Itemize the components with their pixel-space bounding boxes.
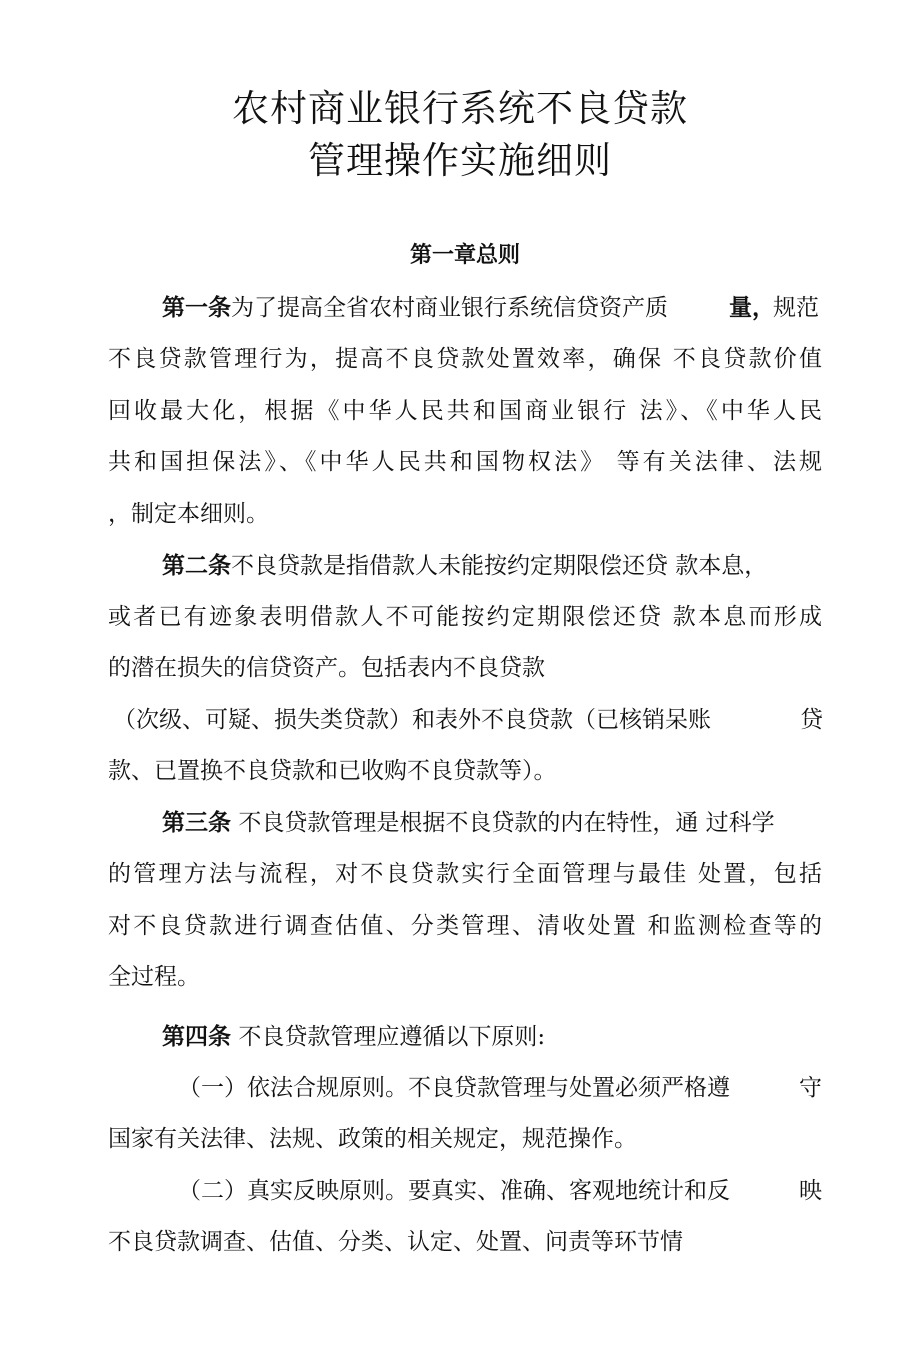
article-1-label: 第一条 [162,294,231,321]
document-title-line-2: 管理操作实施细则 [308,139,612,182]
article-1-text-1-end: 规范 [773,295,819,321]
article-2-text-4a: （次级、可疑、损失类贷款）和表外不良贷款（已核销呆账 [113,707,711,733]
article-4-line-1 [162,1022,822,1052]
article-2-line-2: 或者已有迹象表明借款人不可能按约定期限偿还贷 款本息而形成 [108,604,822,630]
article-2-line-1 [162,551,822,581]
article-2-line-5: 款、已置换不良贷款和已收购不良贷款等）。 [108,758,557,784]
article-2-text-1: 不良贷款是指借款人未能按约定期限偿还贷 款本息， [231,553,768,579]
article-4-text-1: 不良贷款管理应遵循以下原则: [238,1024,546,1050]
article-3-line-2: 的管理方法与流程，对不良贷款实行全面管理与最佳 处置，包括 [108,861,822,887]
article-1-line-1 [162,293,822,323]
article-3-line-3: 对不良贷款进行调查估值、分类管理、清收处置 和监测检查等的 [108,913,822,939]
article-1-text-1: 为了提高全省农村商业银行系统信贷资产质 [231,295,668,321]
article-4-item-1-line-2: 国家有关法律、法规、政策的相关规定，规范操作。 [108,1126,637,1152]
article-3-label: 第三条 [162,809,231,836]
chapter-heading: 第一章总则 [409,242,520,268]
article-4-item-1-text-b: 守 [799,1075,822,1101]
article-4-item-2-line-2: 不良贷款调查、估值、分类、认定、处置、问责等环节情 [108,1229,683,1255]
article-3-text-1: 不良贷款管理是根据不良贷款的内在特性，通 过科学 [238,810,775,836]
document-title-line-1: 农村商业银行系统不良贷款 [232,87,688,130]
article-4-label: 第四条 [162,1023,231,1050]
article-2-label: 第二条 [162,552,231,579]
article-3-line-1 [162,808,822,838]
article-4-item-2-text-a: （二）真实反映原则。要真实、准确、客观地统计和反 [178,1178,730,1204]
article-4-item-1-text-a: （一）依法合规原则。不良贷款管理与处置必须严格遵 [178,1075,730,1101]
article-1-line-5: ，制定本细则。 [108,501,269,527]
article-1-line-2: 不良贷款管理行为，提高不良贷款处置效率，确保 不良贷款价值 [108,346,822,372]
article-4-item-2-line-1 [178,1176,822,1206]
article-2-line-4 [113,705,823,735]
article-4-item-1-line-1 [178,1073,822,1103]
article-4-item-2-text-b: 映 [799,1178,822,1204]
article-2-text-4b: 贷 [800,707,823,733]
article-3-line-4: 全过程。 [108,964,200,990]
article-1-bold-word: 量， [729,294,775,321]
article-1-line-3: 回收最大化，根据《中华人民共和国商业银行 法》、《中华人民 [108,398,822,424]
article-1-line-4: 共和国担保法》、《中华人民共和国物权法》 等有关法律、法规 [108,449,822,475]
article-2-line-3: 的潜在损失的信贷资产。包括表内不良贷款 [108,655,545,681]
